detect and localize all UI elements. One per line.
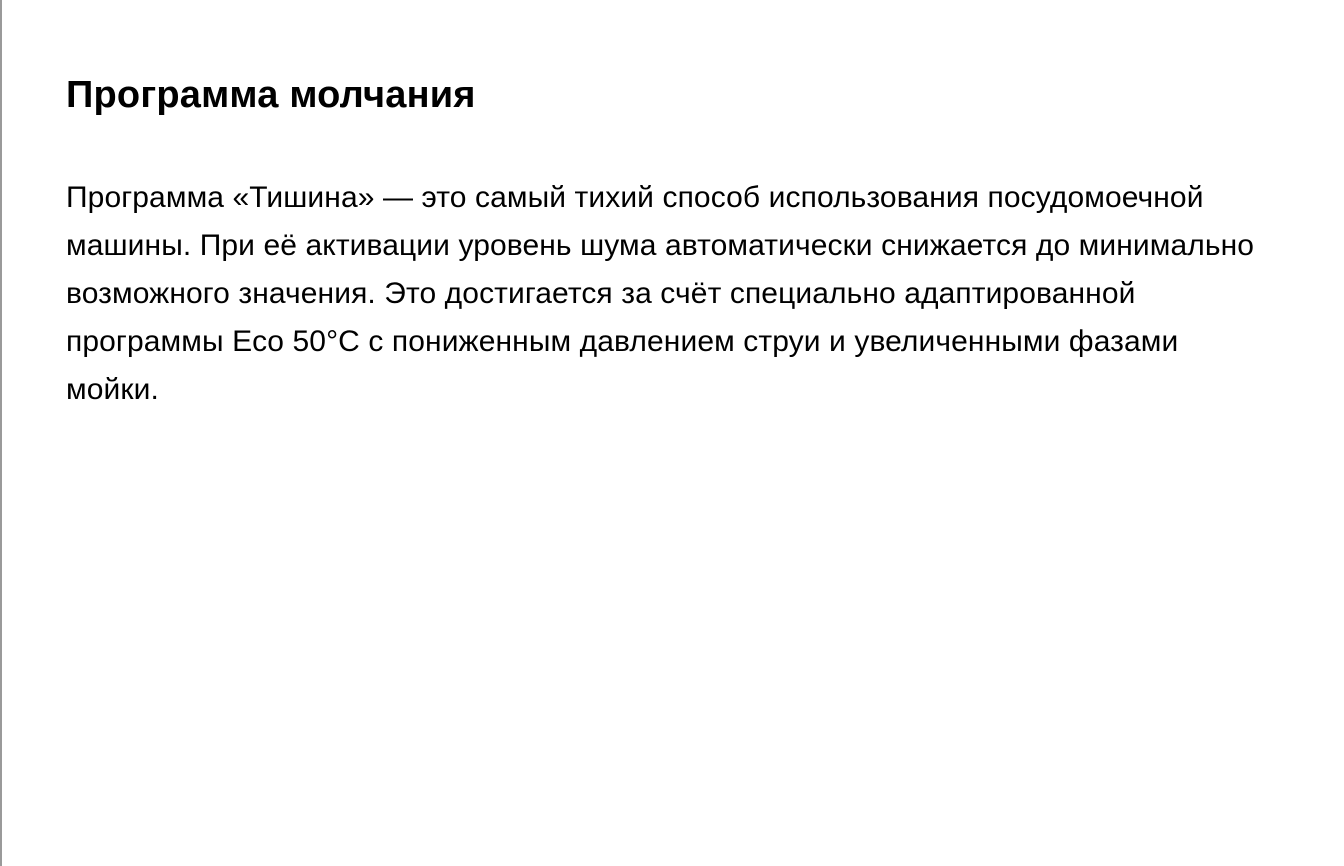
page-title: Программа молчания (66, 74, 476, 116)
left-border (0, 0, 2, 866)
content-section (66, 72, 1286, 414)
description-text: Программа «Тишина» — это самый тихий способ использования посудомоечной машины. При её активации уровень шума автоматически снижается до минимально возможного значения. Это достигается за счёт специально адаптированной программы Eco 50°C с пониженным давлением струи и увеличенными фазами мойки. (66, 181, 1255, 406)
